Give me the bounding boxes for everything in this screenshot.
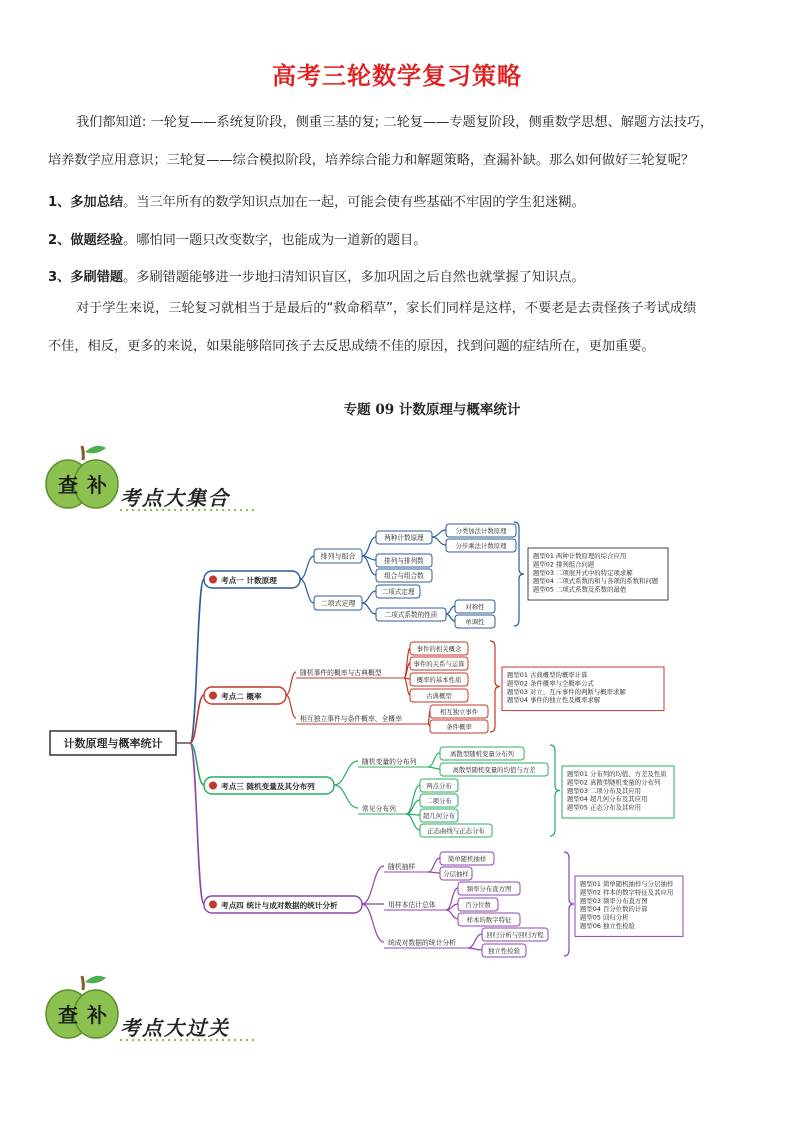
summary-item: 题型02 排列组合问题 [533, 560, 595, 569]
mindmap-connector [404, 678, 410, 695]
mindmap-node-label: 超几何分布 [423, 811, 455, 820]
mindmap-node-label: 对称性 [465, 602, 485, 611]
mindmap-node-label: 分类加法计数原理 [455, 526, 507, 535]
mindmap-connector [300, 579, 314, 603]
mindmap-connector [286, 672, 296, 695]
mindmap-connector [362, 537, 376, 556]
mindmap-topic-label: 相互独立事件与条件概率、全概率 [300, 715, 402, 723]
mindmap-connector [432, 530, 446, 537]
mindmap-node-label: 离散型随机变量的均值与方差 [452, 765, 536, 774]
intro-line-2: 培养数学应用意识；三轮复——综合模拟阶段，培养综合能力和解题策略，查漏补缺。那么如何做好三轮复呢？ [48, 153, 695, 168]
summary-item: 题型02 条件概率与全概率公式 [507, 679, 594, 688]
summary-item: 题型03 频率分布直方图 [580, 896, 648, 905]
tip-item-2: 2、做题经验。哪怕同一题只改变数字，也能成为一道新的题目。 [48, 233, 427, 248]
mindmap-branch-label: 考点二 概率 [221, 692, 262, 701]
summary-brace [564, 852, 574, 956]
mindmap-node-label: 二项分布 [426, 796, 452, 805]
mindmap-node-label: 两种计数原理 [384, 533, 424, 542]
dotted-underline [120, 1036, 260, 1044]
apple-icon [44, 970, 124, 1042]
mindmap-node-label: 事件的相关概念 [416, 644, 462, 653]
svg-text:补: 补 [87, 1003, 107, 1027]
mindmap-branch-label: 考点三 随机变量及其分布列 [221, 782, 315, 791]
mindmap-node-label: 分层抽样 [443, 869, 469, 878]
mindmap-node-label: 样本的数字特征 [466, 915, 512, 924]
summary-item: 题型04 百分位数的计算 [580, 905, 648, 914]
summary-item: 题型03 对立、互斥事件的判断与概率求解 [507, 687, 626, 696]
mindmap-node-label: 单调性 [465, 617, 485, 626]
mindmap-node-label: 二项式定理 [320, 599, 356, 608]
tip-item-1: 1、多加总结。当三年所有的数学知识点加在一起，可能会使有些基础不牢固的学生犯迷糊。 [48, 195, 585, 210]
tip-item-3: 3、多刷错题。多刷错题能够进一步地扫清知识盲区，多加巩固之后自然也就掌握了知识点。 [48, 270, 585, 285]
mindmap-node-label: 条件概率 [446, 722, 472, 731]
mindmap-node-label: 分步乘法计数原理 [455, 541, 507, 550]
mindmap-connector [446, 614, 455, 621]
mindmap-node-label: 二项式定理 [381, 587, 415, 596]
mindmap-topic-label: 随机变量的分布列 [362, 758, 417, 766]
star-icon [209, 782, 217, 790]
mindmap-node-label: 古典概型 [426, 691, 452, 700]
intro-line-1: 我们都知道: 一轮复——系统复阶段，侧重三基的复; 二轮复——专题复阶段，侧重数学思想、解题方法技巧， [76, 115, 714, 130]
summary-item: 题型01 两种计数原理的综合应用 [533, 552, 627, 560]
summary-item: 题型05 正态分布及其应用 [567, 803, 642, 812]
summary-item: 题型02 样本的数字特征及其应用 [580, 888, 674, 897]
mindmap-topic-label: 统成对数据的统计分析 [388, 939, 456, 947]
summary-item: 题型02 离散型随机变量的分布列 [567, 778, 661, 787]
mindmap-node-label: 两点分布 [426, 781, 452, 790]
mindmap-topic-label: 常见分布列 [362, 805, 396, 813]
summary-item: 题型04 事件的独立性及概率求解 [507, 696, 601, 705]
summary-brace [490, 641, 500, 732]
mindmap-node-label: 组合与组合数 [384, 571, 424, 580]
mindmap-connector [428, 872, 440, 873]
mindmap-node-label: 二项式系数的性质 [384, 610, 438, 619]
badge-label: 考点大集合 [120, 486, 230, 510]
para2-line-1: 对于学生来说，三轮复习就相当于是最后的“救命稻草”，家长们同样是这样，不要老是去责怪孩子考试成绩 [76, 301, 697, 316]
mindmap-connector [362, 904, 384, 942]
mindmap-connector [362, 603, 376, 614]
mindmap-root-label: 计数原理与概率统计 [63, 737, 163, 750]
summary-item: 题型01 简单随机抽样与分层抽样 [580, 880, 674, 888]
summary-item: 题型01 古典概型的概率计算 [507, 671, 588, 679]
summary-item: 题型03 二项展开式中的特定项求解 [533, 568, 633, 577]
summary-item: 题型06 独立性检验 [580, 922, 635, 930]
star-icon [209, 576, 217, 584]
summary-item: 题型04 二项式系数的和与各项的系数和问题 [533, 577, 659, 586]
mindmap-topic-label: 随机事件的概率与古典概型 [300, 669, 382, 677]
mindmap-connector [334, 785, 358, 808]
summary-item: 题型04 超几何分布及其应用 [567, 795, 648, 804]
mindmap-connector [300, 556, 314, 579]
summary-item: 题型05 回归分析 [580, 913, 629, 922]
mindmap-connector [446, 606, 455, 614]
summary-item: 题型03 二项分布及其应用 [567, 786, 642, 795]
mindmap-node-label: 频率分布直方图 [466, 884, 512, 893]
topic-subtitle: 专题 09 计数原理与概率统计 [343, 402, 521, 418]
svg-text:查: 查 [58, 473, 78, 497]
mindmap-node-label: 百分位数 [465, 900, 491, 909]
para2-line-2: 不佳，相反，更多的来说，如果能够陪同孩子去反思成绩不佳的原因，找到问题的症结所在，更加重要。 [48, 339, 655, 354]
mindmap-node-label: 概率的基本性质 [416, 675, 462, 684]
mindmap-connector [406, 814, 420, 830]
mindmap-node-label: 事件的关系与运算 [413, 659, 465, 668]
mindmap-connector [432, 537, 446, 545]
mindmap-connector [428, 753, 440, 767]
mindmap-node-label: 简单随机抽样 [447, 854, 487, 863]
mindmap-node-label: 离散型随机变量分布列 [450, 749, 514, 758]
mindmap-connector [468, 934, 482, 948]
mindmap-connector [428, 858, 440, 872]
mindmap-node-label: 正态曲线与正态分布 [427, 826, 485, 835]
badge-label: 考点大过关 [120, 1016, 230, 1040]
summary-item: 题型05 二项式系数及系数的最值 [533, 585, 627, 594]
mindmap-node-label: 回归分析与回归方程 [486, 930, 544, 939]
mindmap-node-label: 排列与排列数 [384, 556, 424, 565]
mindmap-connector [468, 948, 482, 950]
mindmap-connector [286, 695, 296, 718]
mindmap-branch-label: 考点四 统计与成对数据的统计分析 [221, 901, 338, 910]
svg-text:补: 补 [87, 473, 107, 497]
mindmap-connector [362, 556, 376, 575]
mindmap-connector [362, 866, 384, 904]
summary-brace [514, 522, 524, 626]
svg-text:查: 查 [58, 1003, 78, 1027]
mindmap-topic-label: 用样本估计总体 [388, 901, 436, 909]
mindmap-connector [406, 785, 420, 814]
star-icon [209, 901, 217, 909]
mindmap-node-label: 相互独立事件 [439, 707, 479, 716]
star-icon [209, 692, 217, 700]
mindmap-connector [446, 910, 458, 919]
summary-item: 题型01 分布列的均值、方差及性质 [567, 770, 667, 778]
mindmap-connector [428, 767, 440, 769]
mindmap-branch-label: 考点一 计数原理 [221, 576, 277, 585]
mindmap-node-label: 排列与组合 [320, 552, 356, 561]
mindmap-connector [362, 591, 376, 603]
summary-brace [550, 745, 560, 836]
mindmap-connector [334, 761, 358, 785]
mindmap-node-label: 独立性检验 [488, 946, 520, 955]
page-title: 高考三轮数学复习策略 [272, 61, 522, 90]
mindmap-topic-label: 随机抽样 [388, 863, 416, 871]
